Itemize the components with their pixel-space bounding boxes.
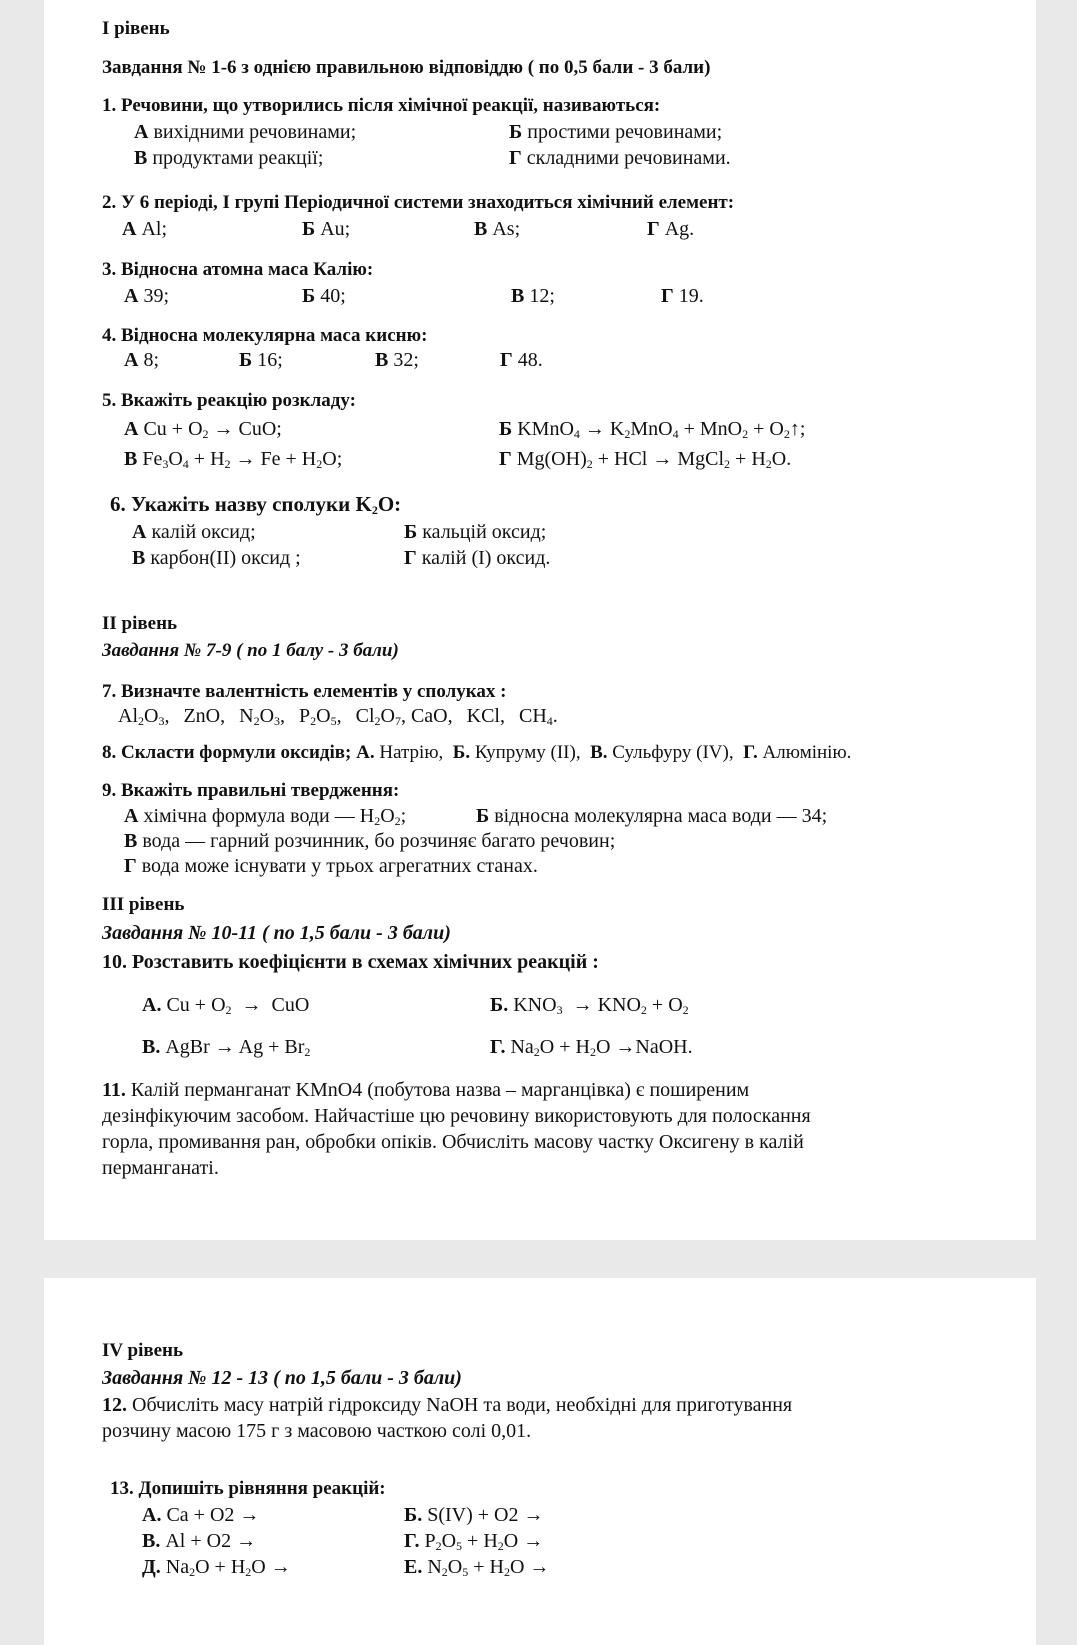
q9-option-b: Б відносна молекулярна маса води — 34;	[476, 805, 828, 827]
q13-equation-e: Д. $Na_2O + H_2O$ →	[142, 1556, 291, 1579]
q10-equation-b: Б. $KNO_3 \to KNO_2 + O_2$	[490, 994, 689, 1017]
q5-option-d: Г $Mg(OH)_2$ + HCl → MgCl$_2$ + $H_2O$.	[499, 448, 792, 471]
q13-question: 13. Допишіть рівняння реакцій:	[110, 1478, 386, 1499]
q13-equation-a: А. Ca + O2 →	[142, 1504, 260, 1526]
q11-line-4: перманганаті.	[102, 1157, 219, 1179]
q5-option-c: В $Fe_3O_4 + H_2 \to Fe + H_2O$;	[124, 448, 343, 471]
q6-option-b: Б кальцій оксид;	[404, 521, 547, 543]
q9-option-d: Г вода може існувати у трьох агрегатних станах.	[124, 855, 538, 877]
level3-title: ІІІ рівень	[102, 894, 185, 915]
level2-title: ІІ рівень	[102, 613, 178, 634]
q11-line-3: горла, промивання ран, обробки опіків. Обчисліть масову частку Оксигену в калій	[102, 1131, 804, 1153]
q1-option-a: А вихідними речовинами;	[134, 121, 357, 143]
level4-subtitle: Завдання № 12 - 13 ( по 1,5 бали - 3 бали)	[102, 1367, 462, 1389]
q9-option-c: В вода — гарний розчинник, бо розчиняє багато речовин;	[124, 830, 616, 852]
q10-equation-d: Г. $Na_2O + H_2O$ →NaOH.	[490, 1036, 693, 1059]
worksheet-page-1	[44, 0, 1036, 1240]
q2-option-a: А Al;	[122, 218, 168, 240]
q1-option-c: В продуктами реакції;	[134, 147, 324, 169]
q5-option-b: Б KMnO$_4$ → $K_2MnO_4 + MnO_2$ + $O_2↑$;	[499, 418, 806, 441]
q8-question: 8. Скласти формули оксидів; А. Натрію, Б. Купруму (ІІ), В. Сульфуру (IV), Г. Алюмінію.	[102, 742, 852, 763]
worksheet-page-2	[44, 1278, 1036, 1645]
q1-option-d: Г складними речовинами.	[509, 147, 731, 169]
q6-option-c: В карбон(ІІ) оксид ;	[132, 547, 301, 569]
q11-line-2: дезінфікуючим засобом. Найчастіше цю речовину використовують для полоскання	[102, 1105, 811, 1127]
q6-option-d: Г калій (І) оксид.	[404, 547, 551, 569]
level4-title: IV рівень	[102, 1340, 184, 1361]
q5-question: 5. Вкажіть реакцію розкладу:	[102, 390, 356, 411]
q11-line-1: 11. Калій перманганат KMnO4 (побутова назва – марганцівка) є поширеним	[102, 1079, 750, 1101]
level3-subtitle: Завдання № 10-11 ( по 1,5 бали - 3 бали)	[102, 922, 451, 944]
q7-compounds: $Al_2O_3$, ZnO, $N_2O_3$, $P_2O_5$, $Cl_2O_7$, CaO, KCl, $CH_4$.	[118, 705, 558, 728]
q2-question: 2. У 6 періоді, І групі Періодичної системи знаходиться хімічний елемент:	[102, 192, 735, 213]
q4-option-b: Б 16;	[239, 349, 283, 371]
q4-question: 4. Відносна молекулярна маса кисню:	[102, 325, 428, 346]
q4-option-c: В 32;	[375, 349, 419, 371]
level1-subtitle: Завдання № 1-6 з однією правильною відповіддю ( по 0,5 бали - 3 бали)	[102, 57, 711, 78]
q13-equation-d: Г. $P_2O_5 + H_2O$ →	[404, 1530, 544, 1553]
q2-option-d: Г Ag.	[647, 218, 695, 240]
q6-question: 6. Укажіть назву сполуки $K_2O$:	[110, 492, 402, 517]
q3-question: 3. Відносна атомна маса Калію:	[102, 259, 374, 280]
q2-option-b: Б Au;	[302, 218, 351, 240]
q1-question: 1. Речовини, що утворились після хімічної реакції, називаються:	[102, 95, 661, 116]
q3-option-d: Г 19.	[661, 285, 704, 307]
q3-option-a: А 39;	[124, 285, 170, 307]
q12-line-1: 12. Обчисліть масу натрій гідроксиду NaOH та води, необхідні для приготування	[102, 1394, 793, 1416]
q4-option-a: А 8;	[124, 349, 160, 371]
q9-option-a: А хімічна формула води — $H_2O_2$;	[124, 805, 407, 828]
q13-equation-f: Е. $N_2O_5 + H_2O$ →	[404, 1556, 550, 1579]
q13-equation-b: Б. S(IV) + O2 →	[404, 1504, 544, 1526]
q4-option-d: Г 48.	[500, 349, 543, 371]
q6-option-a: А калій оксид;	[132, 521, 256, 543]
q3-option-c: В 12;	[511, 285, 555, 307]
q10-question: 10. Розставить коефіцієнти в схемах хімічних реакцій :	[102, 951, 599, 973]
level1-title: І рівень	[102, 18, 170, 39]
q1-option-b: Б простими речовинами;	[509, 121, 723, 143]
q7-question: 7. Визначте валентність елементів у сполуках :	[102, 681, 507, 702]
q13-equation-c: В. Al + O2 →	[142, 1530, 257, 1552]
q3-option-b: Б 40;	[302, 285, 346, 307]
q10-equation-c: В. AgBr → $Ag + Br_2$	[142, 1036, 311, 1059]
q12-line-2: розчину масою 175 г з масовою часткою солі 0,01.	[102, 1420, 532, 1442]
q10-equation-a: А. $Cu + O_2$ → CuO	[142, 994, 310, 1017]
level2-subtitle: Завдання № 7-9 ( по 1 балу - 3 бали)	[102, 640, 399, 661]
q2-option-c: В As;	[474, 218, 521, 240]
q5-option-a: А $Cu + O_2$ → CuO;	[124, 418, 282, 441]
q9-question: 9. Вкажіть правильні твердження:	[102, 780, 400, 801]
